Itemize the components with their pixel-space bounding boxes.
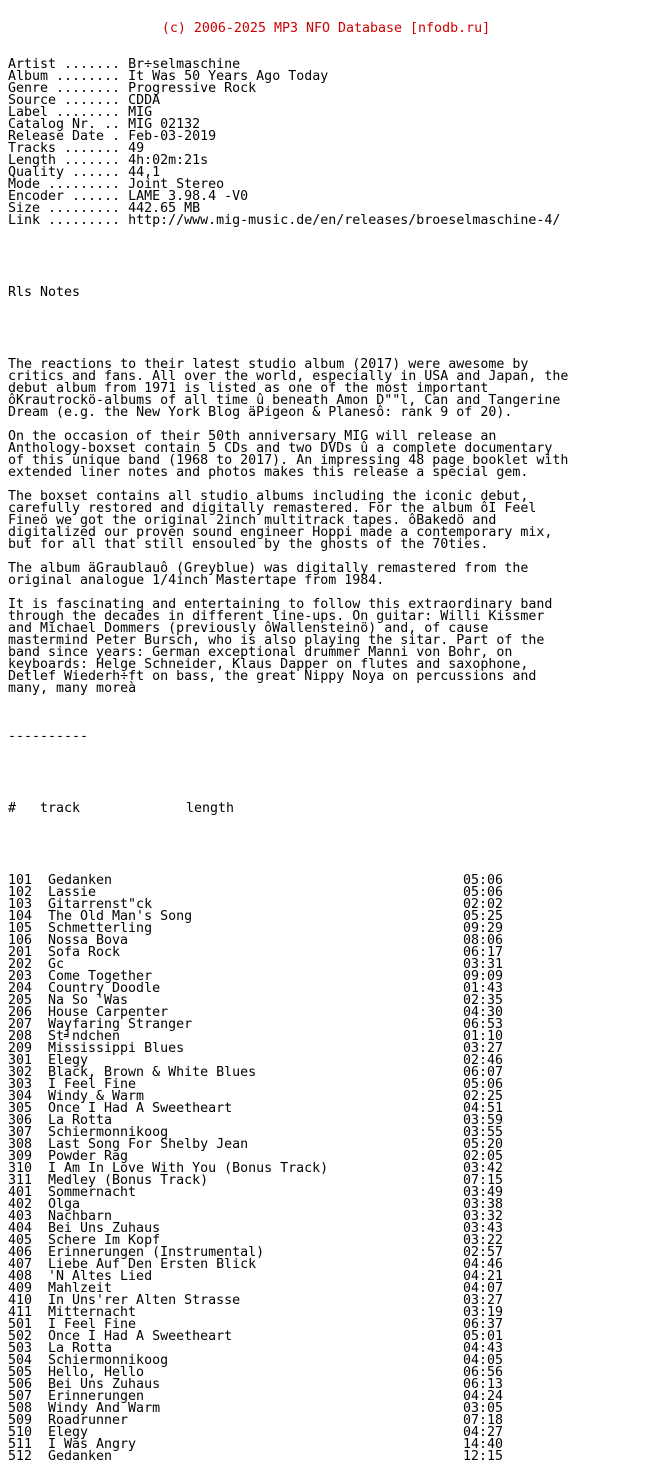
track-number: 511 — [8, 1437, 33, 1452]
notes-paragraph — [8, 491, 644, 551]
notes-line: Fineö we got the original 2inch multitrack tapes. ôBakedö and — [8, 513, 497, 528]
info-key: Length ....... — [8, 153, 121, 168]
track-title: Last Song For Shelby Jean — [48, 1137, 249, 1152]
track-number: 207 — [8, 1017, 33, 1032]
track-title: Roadrunner — [48, 1413, 129, 1428]
track-row — [8, 1451, 644, 1463]
track-number: 501 — [8, 1317, 33, 1332]
track-length: 04:05 — [463, 1353, 504, 1368]
track-row — [8, 1319, 644, 1331]
track-number: 206 — [8, 1005, 33, 1020]
track-title: Bei Uns Zuhaus — [48, 1377, 161, 1392]
track-length: 03:27 — [463, 1041, 504, 1056]
track-title: I Feel Fine — [48, 1317, 137, 1332]
track-length: 02:25 — [463, 1089, 504, 1104]
info-key: Encoder ...... — [8, 189, 121, 204]
track-number: 407 — [8, 1257, 33, 1272]
info-value: Feb-03-2019 — [128, 129, 217, 144]
notes-line: Anthology-boxset contain 5 CDs and two DVDs û a complete documentary — [8, 441, 553, 456]
track-length: 04:43 — [463, 1341, 504, 1356]
notes-line: The reactions to their latest studio album (2017) were awesome by — [8, 357, 529, 372]
notes-line: On the occasion of their 50th anniversary MIG will release an — [8, 429, 497, 444]
track-number: 509 — [8, 1413, 33, 1428]
track-number: 508 — [8, 1401, 33, 1416]
track-row — [8, 1379, 644, 1391]
track-row — [8, 1415, 644, 1427]
track-title: Lassie — [48, 885, 97, 900]
info-value: 4h:02m:21s — [128, 153, 209, 168]
notes-line: extended liner notes and photos makes this release a special gem. — [8, 465, 529, 480]
track-title: Schmetterling — [48, 921, 153, 936]
notes-line: and Michael Dommers (previously ôWallensteinö) and, of cause — [8, 621, 489, 636]
track-number: 408 — [8, 1269, 33, 1284]
track-length: 06:56 — [463, 1365, 504, 1380]
track-number: 310 — [8, 1161, 33, 1176]
track-length: 05:20 — [463, 1137, 504, 1152]
track-length: 06:17 — [463, 945, 504, 960]
track-row — [8, 1367, 644, 1379]
track-number: 403 — [8, 1209, 33, 1224]
info-key: Genre ........ — [8, 81, 121, 96]
track-number: 506 — [8, 1377, 33, 1392]
track-length: 04:30 — [463, 1005, 504, 1020]
track-number: 203 — [8, 969, 33, 984]
info-key: Mode ......... — [8, 177, 121, 192]
col-length-header: length — [186, 801, 235, 816]
info-key: Catalog Nr. .. — [8, 117, 121, 132]
track-title: Erinnerungen — [48, 1389, 145, 1404]
track-title: I Was Angry — [48, 1437, 137, 1452]
track-row — [8, 1355, 644, 1367]
notes-line: through the decades in different line-ups. On guitar: Willi Kissmer — [8, 609, 545, 624]
notes-line: Detlef Wiederh÷ft on bass, the great Nippy Noya on percussions and — [8, 669, 537, 684]
track-number: 512 — [8, 1449, 33, 1464]
track-length: 05:25 — [463, 909, 504, 924]
track-length: 02:57 — [463, 1245, 504, 1260]
track-title: Elegy — [48, 1425, 89, 1440]
track-row — [8, 1331, 644, 1343]
track-title: Erinnerungen (Instrumental) — [48, 1245, 265, 1260]
track-title: Schere Im Kopf — [48, 1233, 161, 1248]
track-length: 03:27 — [463, 1293, 504, 1308]
track-title: The Old Man's Song — [48, 909, 193, 924]
notes-line: but for all that still ensouled by the ghosts of the 70ties. — [8, 537, 489, 552]
track-row — [8, 1427, 644, 1439]
track-title: Na So 'Was — [48, 993, 129, 1008]
track-title: 'N Altes Lied — [48, 1269, 153, 1284]
track-number: 105 — [8, 921, 33, 936]
track-title: Sommernacht — [48, 1185, 137, 1200]
track-length: 02:05 — [463, 1149, 504, 1164]
track-length: 09:09 — [463, 969, 504, 984]
track-row — [8, 1043, 644, 1055]
info-value: Progressive Rock — [128, 81, 257, 96]
track-number: 201 — [8, 945, 33, 960]
track-number: 306 — [8, 1113, 33, 1128]
track-title: Sofa Rock — [48, 945, 121, 960]
track-number: 311 — [8, 1173, 33, 1188]
info-value: It Was 50 Years Ago Today — [128, 69, 329, 84]
track-number: 208 — [8, 1029, 33, 1044]
track-title: Schiermonnikoog — [48, 1125, 169, 1140]
notes-line: original analogue 1/4inch Mastertape from 1984. — [8, 573, 385, 588]
info-key: Tracks ....... — [8, 141, 121, 156]
track-row — [8, 1403, 644, 1415]
track-length: 04:46 — [463, 1257, 504, 1272]
notes-paragraph — [8, 563, 644, 587]
notes-line: The boxset contains all studio albums including the iconic debut, — [8, 489, 529, 504]
track-number: 308 — [8, 1137, 33, 1152]
release-notes — [8, 359, 644, 707]
notes-line: ôKrautrockö-albums of all time û beneath Amon D""l, Can and Tangerine — [8, 393, 561, 408]
nfo-document — [8, 0, 644, 1475]
track-row — [8, 1391, 644, 1403]
track-title: Liebe Auf Den Ersten Blick — [48, 1257, 257, 1272]
track-number: 103 — [8, 897, 33, 912]
release-info — [8, 59, 644, 227]
track-length: 03:32 — [463, 1209, 504, 1224]
track-title: In Uns'rer Alten Strasse — [48, 1293, 241, 1308]
track-number: 410 — [8, 1293, 33, 1308]
info-key: Release Date . — [8, 129, 121, 144]
notes-line: band since years: German exceptional drummer Manni von Bohr, on — [8, 645, 513, 660]
track-number: 503 — [8, 1341, 33, 1356]
track-title: Windy And Warm — [48, 1401, 161, 1416]
track-number: 101 — [8, 873, 33, 888]
track-length: 03:31 — [463, 957, 504, 972]
track-number: 301 — [8, 1053, 33, 1068]
track-title: House Carpenter — [48, 1005, 169, 1020]
track-length: 05:06 — [463, 885, 504, 900]
info-value: 442.65 MB — [128, 201, 201, 216]
track-title: La Rotta — [48, 1113, 113, 1128]
track-number: 504 — [8, 1353, 33, 1368]
info-value: http://www.mig-music.de/en/releases/broeselmaschine-4/ — [128, 213, 561, 228]
track-title: La Rotta — [48, 1341, 113, 1356]
track-number: 307 — [8, 1125, 33, 1140]
notes-paragraph — [8, 599, 644, 695]
info-value: MIG 02132 — [128, 117, 201, 132]
notes-line: Dream (e.g. the New York Blog äPigeon & Planesô: rank 9 of 20). — [8, 405, 513, 420]
tracklist-header — [8, 803, 644, 815]
track-length: 04:27 — [463, 1425, 504, 1440]
track-length: 03:19 — [463, 1305, 504, 1320]
track-number: 302 — [8, 1065, 33, 1080]
info-value: Br÷selmaschine — [128, 57, 241, 72]
notes-line: keyboards: Helge Schneider, Klaus Dapper on flutes and saxophone, — [8, 657, 529, 672]
site-header: (c) 2006-2025 MP3 NFO Database [nfodb.ru] — [161, 21, 491, 36]
track-number: 202 — [8, 957, 33, 972]
track-length: 09:29 — [463, 921, 504, 936]
track-length: 03:55 — [463, 1125, 504, 1140]
track-length: 03:42 — [463, 1161, 504, 1176]
notes-line: debut album from 1971 is listed as one of the most important — [8, 381, 489, 396]
track-number: 507 — [8, 1389, 33, 1404]
track-row — [8, 1343, 644, 1355]
track-number: 404 — [8, 1221, 33, 1236]
col-number-header: # — [8, 801, 17, 816]
notes-line: It is fascinating and entertaining to follow this extraordinary band — [8, 597, 553, 612]
track-length: 06:37 — [463, 1317, 504, 1332]
notes-line: many, many moreà — [8, 681, 137, 696]
track-row — [8, 1439, 644, 1451]
track-title: Olga — [48, 1197, 81, 1212]
info-key: Link ......... — [8, 213, 121, 228]
track-length: 02:46 — [463, 1053, 504, 1068]
track-length: 07:15 — [463, 1173, 504, 1188]
track-length: 03:05 — [463, 1401, 504, 1416]
track-length: 06:13 — [463, 1377, 504, 1392]
track-length: 02:02 — [463, 897, 504, 912]
info-key: Quality ...... — [8, 165, 121, 180]
track-length: 04:51 — [463, 1101, 504, 1116]
track-number: 106 — [8, 933, 33, 948]
track-length: 06:53 — [463, 1017, 504, 1032]
col-track-header: track — [40, 801, 81, 816]
info-value: CDDA — [128, 93, 161, 108]
track-title: Mississippi Blues — [48, 1041, 185, 1056]
info-value: MIG — [128, 105, 153, 120]
track-row — [8, 1307, 644, 1319]
notes-title: Rls Notes — [8, 285, 81, 300]
track-number: 411 — [8, 1305, 33, 1320]
info-value: 44,1 — [128, 165, 161, 180]
track-title: Mahlzeit — [48, 1281, 113, 1296]
notes-line: digitalized our proven sound engineer Hoppi made a contemporary mix, — [8, 525, 553, 540]
track-length: 05:01 — [463, 1329, 504, 1344]
separator: ---------- — [8, 729, 89, 744]
track-title: Powder Rag — [48, 1149, 129, 1164]
track-length: 03:59 — [463, 1113, 504, 1128]
track-length: 05:06 — [463, 873, 504, 888]
track-title: Gedanken — [48, 1449, 113, 1464]
track-title: Hello, Hello — [48, 1365, 145, 1380]
info-key: Artist ....... — [8, 57, 121, 72]
track-title: Once I Had A Sweetheart — [48, 1101, 233, 1116]
track-title: Mitternacht — [48, 1305, 137, 1320]
track-length: 04:07 — [463, 1281, 504, 1296]
track-length: 01:43 — [463, 981, 504, 996]
track-number: 305 — [8, 1101, 33, 1116]
track-title: Gc — [48, 957, 65, 972]
track-title: Elegy — [48, 1053, 89, 1068]
track-row — [8, 875, 644, 887]
track-length: 07:18 — [463, 1413, 504, 1428]
track-number: 303 — [8, 1077, 33, 1092]
track-number: 502 — [8, 1329, 33, 1344]
notes-line: The album äGraublauô (Greyblue) was digitally remastered from the — [8, 561, 529, 576]
track-number: 204 — [8, 981, 33, 996]
track-number: 209 — [8, 1041, 33, 1056]
track-number: 102 — [8, 885, 33, 900]
notes-line: carefully restored and digitally remastered. For the album ôI Feel — [8, 501, 537, 516]
track-row — [8, 947, 644, 959]
track-title: Once I Had A Sweetheart — [48, 1329, 233, 1344]
track-length: 03:38 — [463, 1197, 504, 1212]
track-title: I Am In Love With You (Bonus Track) — [48, 1161, 329, 1176]
track-length: 14:40 — [463, 1437, 504, 1452]
info-value: Joint Stereo — [128, 177, 225, 192]
track-number: 304 — [8, 1089, 33, 1104]
track-title: Gedanken — [48, 873, 113, 888]
track-title: Nachbarn — [48, 1209, 113, 1224]
track-number: 405 — [8, 1233, 33, 1248]
track-length: 04:21 — [463, 1269, 504, 1284]
track-length: 01:10 — [463, 1029, 504, 1044]
track-length: 04:24 — [463, 1389, 504, 1404]
track-title: Medley (Bonus Track) — [48, 1173, 209, 1188]
notes-paragraph — [8, 431, 644, 479]
notes-line: mastermind Peter Bursch, who is also playing the sitar. Part of the — [8, 633, 545, 648]
track-title: Come Together — [48, 969, 153, 984]
track-title: St╛ndchen — [48, 1029, 121, 1044]
track-number: 104 — [8, 909, 33, 924]
track-length: 03:43 — [463, 1221, 504, 1236]
track-number: 510 — [8, 1425, 33, 1440]
track-number: 406 — [8, 1245, 33, 1260]
track-title: Schiermonnikoog — [48, 1353, 169, 1368]
track-number: 505 — [8, 1365, 33, 1380]
track-number: 401 — [8, 1185, 33, 1200]
track-number: 309 — [8, 1149, 33, 1164]
track-length: 02:35 — [463, 993, 504, 1008]
info-key: Label ........ — [8, 105, 121, 120]
info-key: Source ....... — [8, 93, 121, 108]
track-title: Black, Brown & White Blues — [48, 1065, 257, 1080]
info-key: Album ........ — [8, 69, 121, 84]
notes-paragraph — [8, 359, 644, 419]
track-title: Country Doodle — [48, 981, 161, 996]
track-number: 409 — [8, 1281, 33, 1296]
info-line — [8, 215, 644, 227]
track-title: I Feel Fine — [48, 1077, 137, 1092]
track-row — [8, 1295, 644, 1307]
track-title: Gitarrenst"ck — [48, 897, 153, 912]
track-length: 05:06 — [463, 1077, 504, 1092]
track-title: Bei Uns Zuhaus — [48, 1221, 161, 1236]
track-row — [8, 1271, 644, 1283]
track-row — [8, 1259, 644, 1271]
track-title: Windy & Warm — [48, 1089, 145, 1104]
info-value: 49 — [128, 141, 145, 156]
track-row — [8, 1187, 644, 1199]
track-row — [8, 1283, 644, 1295]
track-title: Wayfaring Stranger — [48, 1017, 193, 1032]
info-key: Size ......... — [8, 201, 121, 216]
track-length: 06:07 — [463, 1065, 504, 1080]
notes-line: critics and fans. All over the world, especially in USA and Japan, the — [8, 369, 569, 384]
tracklist — [8, 875, 644, 1463]
notes-line: of this unique band (1968 to 2017). An impressing 48 page booklet with — [8, 453, 569, 468]
info-value: LAME 3.98.4 -V0 — [128, 189, 249, 204]
track-number: 402 — [8, 1197, 33, 1212]
track-length: 08:06 — [463, 933, 504, 948]
track-number: 205 — [8, 993, 33, 1008]
track-length: 03:22 — [463, 1233, 504, 1248]
track-length: 12:15 — [463, 1449, 504, 1464]
track-length: 03:49 — [463, 1185, 504, 1200]
track-title: Nossa Bova — [48, 933, 129, 948]
